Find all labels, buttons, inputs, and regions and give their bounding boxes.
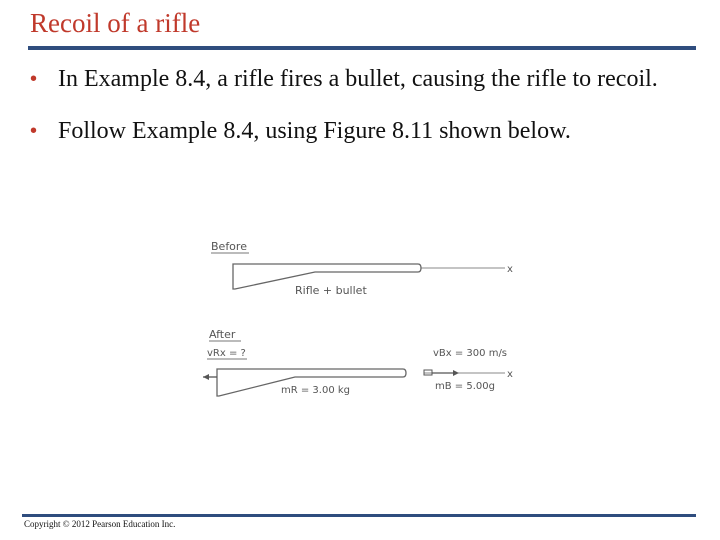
- after-axis-x: x: [507, 369, 513, 380]
- bullet-item-1: [30, 64, 690, 94]
- slide-title: Recoil of a rifle: [30, 8, 201, 38]
- bullet-velocity-label: vBx = 300 m/s: [433, 348, 508, 359]
- bullet-list: [30, 64, 690, 146]
- recoil-diagram: [195, 232, 525, 402]
- rifle-mass-label: mR = 3.00 kg: [281, 385, 351, 396]
- copyright-text: Copyright © 2012 Pearson Education Inc.: [24, 519, 176, 529]
- rifle-velocity-label: vRx = ?: [207, 348, 246, 359]
- title-divider: [28, 46, 696, 50]
- bullet-marker-icon: •: [30, 120, 38, 142]
- footer-divider: [22, 514, 696, 517]
- bullet-text-2: Follow Example 8.4, using Figure 8.11 shown below.: [58, 118, 571, 144]
- before-caption: Rifle + bullet: [295, 284, 367, 297]
- bullet-text-1: In Example 8.4, a rifle fires a bullet, causing the rifle to recoil.: [58, 66, 658, 92]
- after-label: After: [209, 328, 236, 341]
- bullet-marker-icon: •: [30, 68, 38, 90]
- bullet-mass-label: mB = 5.00g: [435, 381, 495, 392]
- rifle-arrow-head-icon: [203, 374, 209, 380]
- bullet-arrow-head-icon: [453, 370, 459, 376]
- before-label: Before: [211, 240, 247, 253]
- bullet-item-2: [30, 116, 690, 146]
- before-axis-x: x: [507, 264, 513, 275]
- recoil-figure: [195, 232, 525, 402]
